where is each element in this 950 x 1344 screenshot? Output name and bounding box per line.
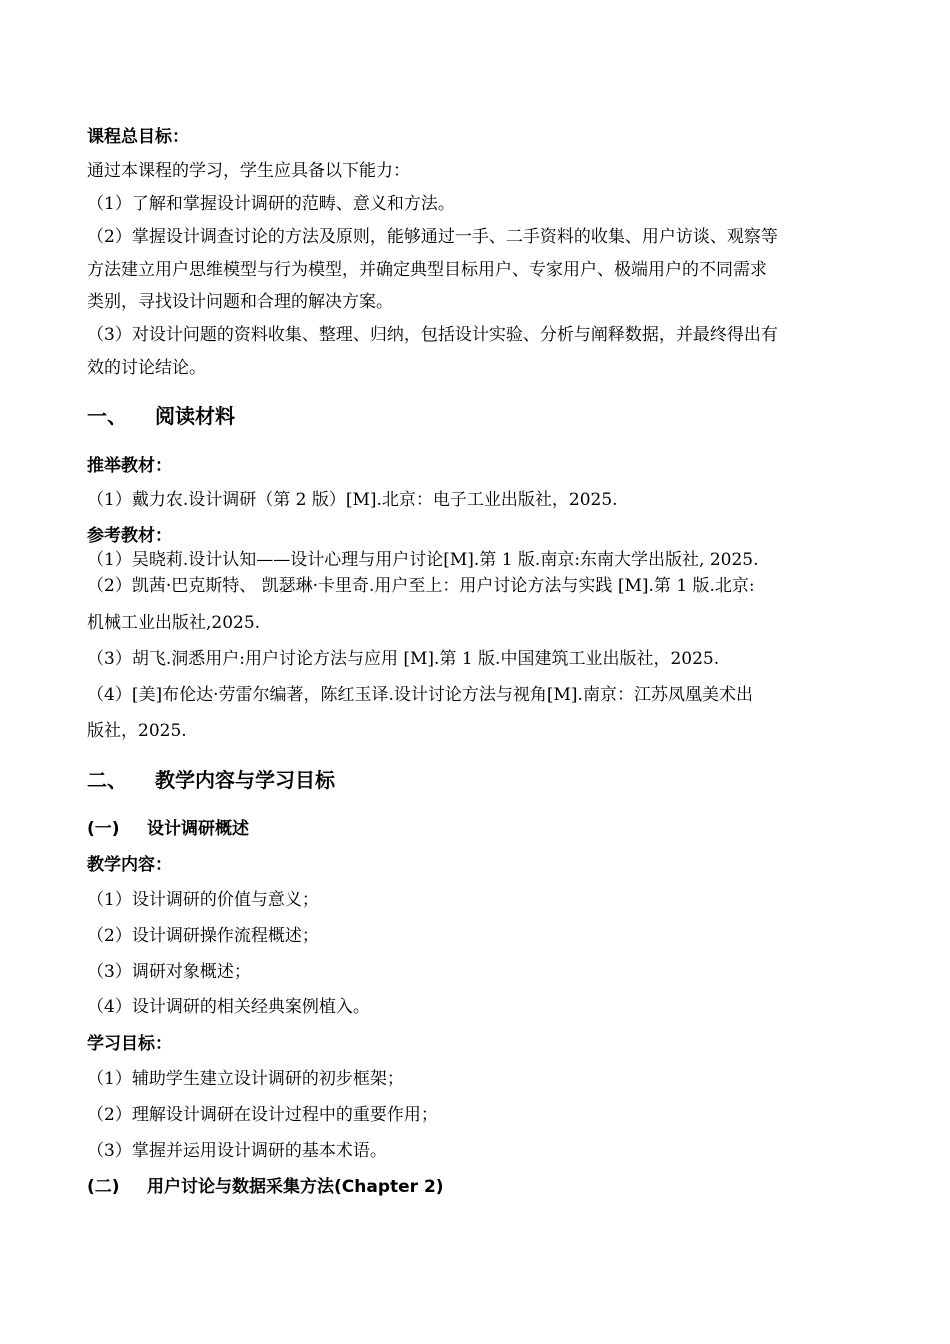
subsection-2-number: (二)	[87, 1177, 120, 1197]
recommended-heading: 推举教材：	[87, 456, 172, 476]
section-2-number: 二、	[87, 768, 127, 792]
teaching-content-heading: 教学内容：	[87, 855, 172, 875]
learning-goal-item-3: （3）掌握并运用设计调研的基本术语。	[87, 1141, 387, 1161]
reference-item-3: （3）胡飞.洞悉用户:用户讨论方法与应用 [M].第 1 版.中国建筑工业出版社，2025.	[87, 649, 720, 669]
subsection-1-title: 设计调研概述	[147, 819, 249, 839]
reference-item-4-line-2: 版社，2025.	[87, 721, 187, 741]
objective-item-2-line-1: （2）掌握设计调查讨论的方法及原则，能够通过一手、二手资料的收集、用户访谈、观察等	[87, 227, 778, 247]
objective-item-3-line-2: 效的讨论结论。	[87, 358, 206, 378]
subsection-2-heading	[87, 1176, 444, 1198]
objective-item-2-line-3: 类别，寻找设计问题和合理的解决方案。	[87, 292, 393, 312]
section-1-heading	[87, 403, 235, 429]
reference-item-4-line-1: （4）[美]布伦达·劳雷尔编著，陈红玉译.设计讨论方法与视角[M].南京：江苏凤凰美术出	[87, 685, 753, 705]
section-2-title: 教学内容与学习目标	[155, 768, 335, 792]
recommended-item-1: （1）戴力农.设计调研（第 2 版）[M].北京：电子工业出版社，2025.	[87, 490, 618, 510]
objective-item-3-line-1: （3）对设计问题的资料收集、整理、归纳，包括设计实验、分析与阐释数据，并最终得出有	[87, 325, 778, 345]
section-2-heading	[87, 767, 335, 793]
teaching-content-item-4: （4）设计调研的相关经典案例植入。	[87, 997, 370, 1017]
subsection-2-title: 用户讨论与数据采集方法(Chapter 2)	[147, 1177, 444, 1197]
learning-goals-heading: 学习目标：	[87, 1034, 172, 1054]
section-1-number: 一、	[87, 404, 127, 428]
teaching-content-item-1: （1）设计调研的价值与意义；	[87, 890, 319, 910]
objectives-intro: 通过本课程的学习，学生应具备以下能力：	[87, 161, 410, 181]
learning-goal-item-2: （2）理解设计调研在设计过程中的重要作用；	[87, 1105, 438, 1125]
subsection-1-number: (一)	[87, 819, 120, 839]
objective-item-2-line-2: 方法建立用户思维模型与行为模型，并确定典型目标用户、专家用户、极端用户的不同需求	[87, 260, 767, 280]
subsection-1-heading	[87, 818, 249, 840]
teaching-content-item-2: （2）设计调研操作流程概述；	[87, 926, 319, 946]
reference-item-2-line-2: 机械工业出版社,2025.	[87, 613, 261, 633]
learning-goal-item-1: （1）辅助学生建立设计调研的初步框架；	[87, 1069, 404, 1089]
reference-heading: 参考教材：	[87, 526, 172, 546]
teaching-content-item-3: （3）调研对象概述；	[87, 962, 251, 982]
objectives-heading: 课程总目标：	[87, 127, 189, 147]
reference-item-1: （1）吴晓莉.设计认知——设计心理与用户讨论[M].第 1 版.南京:东南大学出版社, 2025.	[87, 550, 759, 570]
objective-item-1: （1）了解和掌握设计调研的范畴、意义和方法。	[87, 194, 455, 214]
section-1-title: 阅读材料	[155, 404, 235, 428]
reference-item-2-line-1: （2）凯茜·巴克斯特、 凯瑟琳·卡里奇.用户至上：用户讨论方法与实践 [M].第 1 版.北京:	[87, 576, 755, 596]
